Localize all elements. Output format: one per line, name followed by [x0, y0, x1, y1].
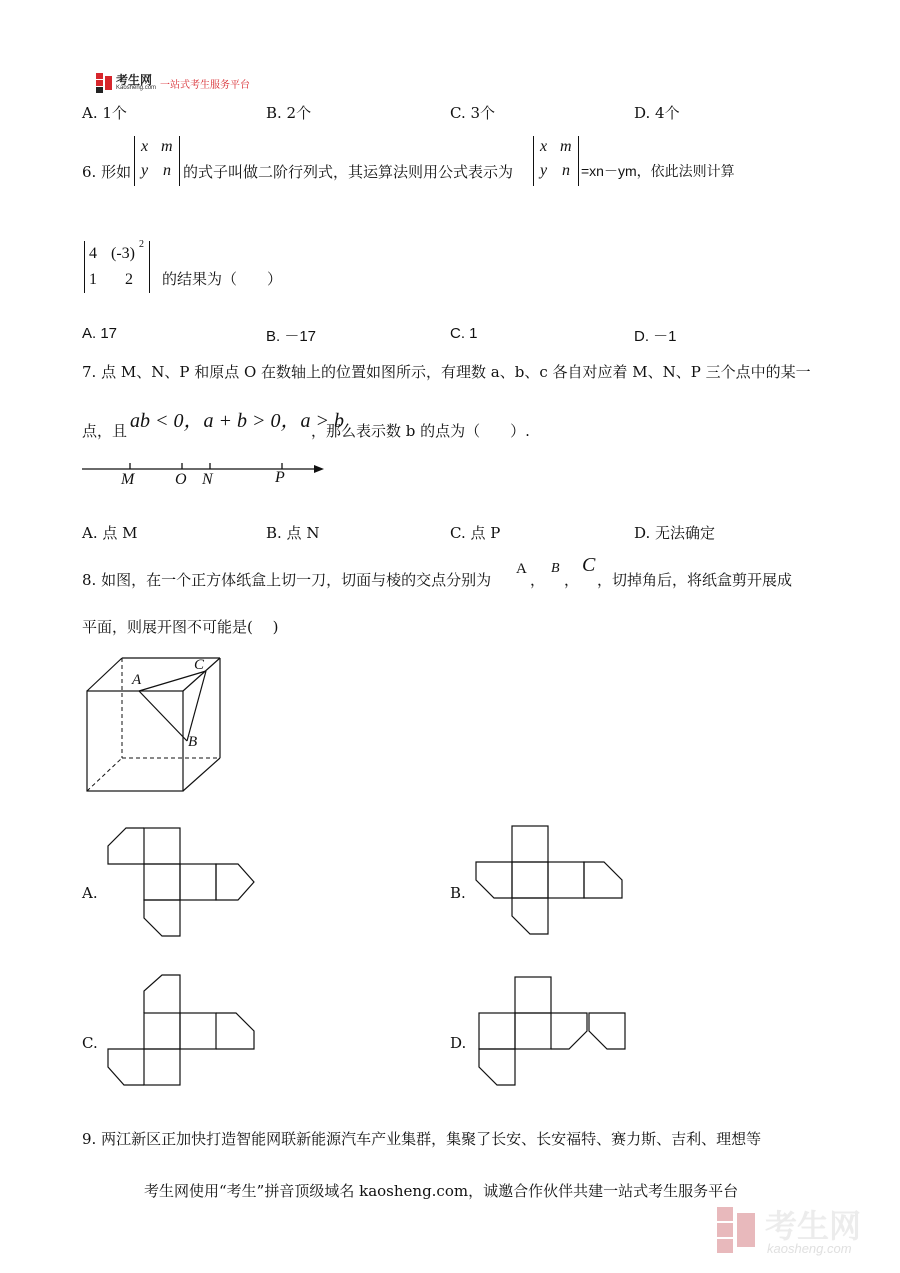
logo-slogan: 一站式考生服务平台: [160, 80, 250, 91]
determinant-xy: x m y n: [134, 136, 180, 186]
q8-line2: 平面，则展开图不可能是( ): [82, 618, 279, 636]
net-c-figure: [106, 973, 258, 1087]
axis-label-n: N: [202, 471, 213, 488]
footer-text: 考生网使用“考生”拼音顶级域名 kaosheng.com，诚邀合作伙伴共建一站式考生服务平台: [144, 1182, 739, 1200]
q5-option-a: A. 1个: [82, 104, 127, 122]
cube-figure: [84, 655, 224, 797]
q6-option-c: C. 1: [450, 325, 478, 342]
q6-formula: =xn－ym，依此法则计算: [581, 163, 735, 179]
net-d-label: D.: [450, 1034, 467, 1052]
header-logo: [96, 73, 256, 95]
q7-line2-post: ，那么表示数 b 的点为（ ）.: [311, 422, 530, 440]
watermark-cn: 考生网: [765, 1208, 862, 1244]
net-a-label: A.: [82, 884, 98, 902]
net-d-figure: [477, 975, 629, 1089]
logo-cn: 考生网: [116, 73, 153, 87]
q7-option-b: B. 点 N: [266, 524, 320, 542]
q5-option-b: B. 2个: [266, 104, 312, 122]
net-b-figure: [474, 824, 626, 936]
q7-option-c: C. 点 P: [450, 524, 501, 542]
q6-text2: 的结果为（ ）: [162, 270, 283, 288]
q8-point-a: A: [516, 561, 527, 577]
axis-label-o: O: [175, 471, 187, 488]
q6-option-d: D. －1: [634, 328, 677, 345]
q8-point-b: B: [551, 561, 560, 576]
q5-option-d: D. 4个: [634, 104, 680, 122]
watermark-icon: [715, 1205, 759, 1255]
q8-line1-post: ，切掉角后，将纸盒剪开展成: [597, 571, 793, 589]
watermark-logo: [715, 1205, 885, 1260]
cube-label-c: C: [194, 657, 205, 673]
q8-line1-pre: 8. 如图，在一个正方体纸盒上切一刀，切面与棱的交点分别为: [82, 571, 492, 589]
q6-text1: 的式子叫做二阶行列式，其运算法则用公式表示为: [183, 163, 514, 181]
q8-point-c: C: [582, 554, 596, 576]
determinant-xy-2: x m y n: [533, 136, 579, 186]
q7-option-a: A. 点 M: [82, 524, 138, 542]
q6-option-a: A. 17: [82, 325, 118, 342]
logo-icon: [96, 73, 114, 93]
determinant-compute: 4 (-3) 2 1 2: [84, 241, 150, 293]
q9-line1: 9. 两江新区正加快打造智能网联新能源汽车产业集群，集聚了长安、长安福特、赛力斯、吉利、理想等: [82, 1130, 762, 1148]
axis-label-p: P: [275, 469, 285, 486]
q7-conditions: ab < 0，a + b > 0，a > b: [130, 410, 344, 432]
net-c-label: C.: [82, 1034, 98, 1052]
q6-option-b: B. －17: [266, 328, 317, 345]
cube-label-a: A: [132, 672, 142, 688]
net-b-label: B.: [450, 884, 466, 902]
axis-label-m: M: [121, 471, 135, 488]
cube-label-b: B: [188, 734, 198, 750]
net-a-figure: [106, 826, 258, 938]
q7-line1: 7. 点 M、N、P 和原点 O 在数轴上的位置如图所示，有理数 a、b、c 各自对应着 M、N、P 三个点中的某一: [82, 363, 811, 381]
q7-line2-pre: 点，且: [82, 422, 128, 440]
logo-en: Kaosheng.com: [116, 85, 157, 91]
q7-option-d: D. 无法确定: [634, 524, 716, 542]
watermark-en: kaosheng.com: [767, 1241, 852, 1256]
q5-option-c: C. 3个: [450, 104, 496, 122]
q6-number: 6. 形如: [82, 163, 132, 181]
